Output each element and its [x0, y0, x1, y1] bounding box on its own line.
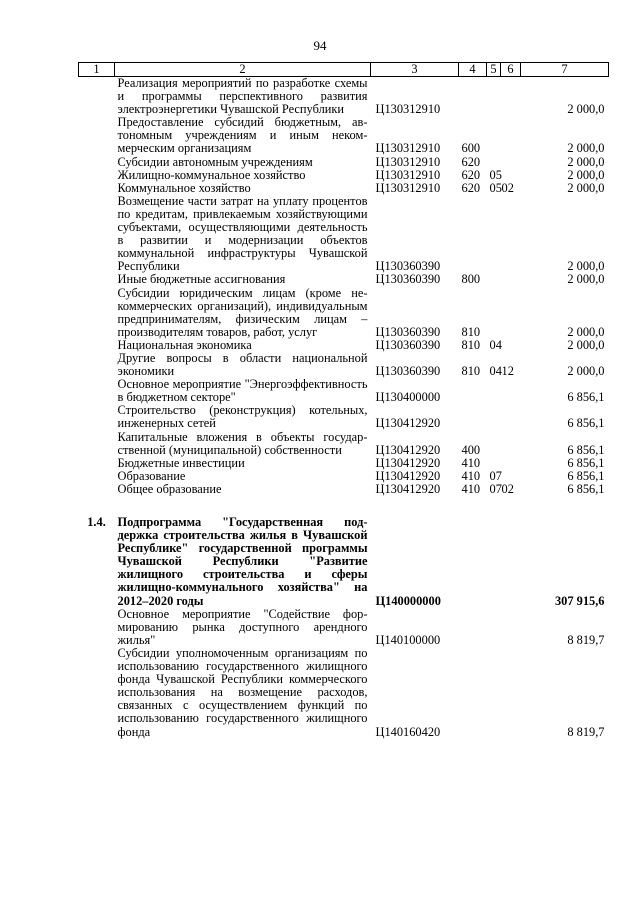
row-expense-type: [459, 647, 487, 739]
row-name: Другие вопросы в области национальной экономики: [117, 350, 368, 379]
row-expense-type: 410: [461, 468, 481, 483]
row-name: Жилищно-коммунальное хозяйство: [117, 167, 306, 182]
table-row: [79, 169, 609, 182]
row-number: [79, 483, 115, 496]
row-amount: 2 000,0: [567, 272, 605, 287]
row-section: 07: [489, 481, 502, 496]
row-section: [487, 608, 501, 647]
row-code: Ц130312910: [375, 141, 441, 156]
row-expense-type: 810: [461, 337, 481, 352]
row-code: Ц140100000: [375, 632, 441, 647]
row-subsection: [501, 457, 521, 470]
row-code: Ц130312910: [375, 102, 441, 117]
row-subsection: [501, 156, 521, 169]
row-amount: 6 856,1: [567, 468, 605, 483]
row-section: [487, 156, 501, 169]
row-expense-type: 400: [461, 442, 481, 457]
row-name: Общее образование: [117, 481, 222, 496]
row-name: Образование: [117, 468, 186, 483]
table-row: [79, 156, 609, 169]
row-name: Субсидии юридическим лицам (кроме некоммерческих организаций), индивидуальным предпринимателям, физическим лицам – производителям товаров, работ, услуг: [117, 285, 368, 339]
row-section: [487, 378, 501, 404]
row-code: Ц130412920: [375, 442, 441, 457]
row-code: Ц140160420: [375, 724, 441, 739]
row-code: Ц130312910: [375, 167, 441, 182]
row-name: Коммунальное хозяйство: [117, 180, 251, 195]
row-code: Ц130412920: [375, 455, 441, 470]
row-subsection: [501, 470, 521, 483]
row-subsection: [501, 169, 521, 182]
table-spacer: [79, 496, 609, 516]
row-amount: 307 915,6: [554, 593, 605, 608]
row-section: 07: [489, 468, 502, 483]
header-col-6: 6: [501, 63, 521, 77]
header-col-5: 5: [487, 63, 501, 77]
row-number: [79, 352, 115, 378]
row-subsection: [501, 116, 521, 155]
row-expense-type: 600: [461, 141, 481, 156]
row-amount: 2 000,0: [567, 180, 605, 195]
table-header-row: [79, 63, 609, 77]
table-row: [79, 431, 609, 457]
row-code: Ц130360390: [375, 272, 441, 287]
table-body-a: [79, 77, 609, 497]
row-subsection: [501, 273, 521, 286]
row-name: Иные бюджетные ассигнования: [117, 272, 286, 287]
row-code: Ц130312910: [375, 154, 441, 169]
row-name: Субсидии уполномоченным организациям по использованию государственного жилищного фонда Чувашской Республики коммерческого использования на возмещение расходов, связанных с осуществлением функций по использованию государственного жилищного фонда: [117, 645, 368, 739]
row-name: Капитальные вложения в объекты государственной (муниципальной) собственности: [117, 429, 368, 457]
row-code: Ц130412920: [375, 481, 441, 496]
row-number: [79, 77, 115, 117]
header-col-2: 2: [115, 63, 371, 77]
row-number: [79, 287, 115, 339]
table-row: [79, 404, 609, 430]
row-amount: 2 000,0: [567, 102, 605, 117]
row-amount: 2 000,0: [567, 324, 605, 339]
row-section: [487, 195, 501, 274]
row-number: [79, 195, 115, 274]
row-number: [79, 378, 115, 404]
row-amount: 2 000,0: [567, 154, 605, 169]
table-body-b: [79, 516, 609, 739]
table-row: [79, 77, 609, 117]
row-subsection: [501, 378, 521, 404]
row-expense-type: 410: [461, 481, 481, 496]
row-name: Основное мероприятие "Содействие формированию рынка доступного арендного жилья": [117, 606, 368, 647]
row-amount: 2 000,0: [567, 141, 605, 156]
header-col-4: 4: [459, 63, 487, 77]
row-section: 05: [489, 167, 502, 182]
row-subsection: [501, 287, 521, 339]
row-number: [79, 470, 115, 483]
row-number: [79, 647, 115, 739]
row-subsection: 12: [501, 364, 514, 379]
row-number: [79, 182, 115, 195]
row-expense-type: 810: [461, 324, 481, 339]
row-code: Ц130360390: [375, 324, 441, 339]
header-col-1: 1: [79, 63, 115, 77]
row-code: Ц130360390: [375, 337, 441, 352]
row-section: 04: [489, 337, 502, 352]
table-row: [79, 378, 609, 404]
row-subsection: [501, 195, 521, 274]
row-number: [79, 273, 115, 286]
row-section: [487, 287, 501, 339]
row-section: [487, 647, 501, 739]
row-expense-type: 800: [461, 272, 481, 287]
table-row: [79, 483, 609, 496]
row-amount: 6 856,1: [567, 455, 605, 470]
spacer-row: [79, 496, 609, 516]
row-section: [487, 457, 501, 470]
row-expense-type: 620: [461, 167, 481, 182]
row-subsection: [501, 77, 521, 117]
row-name: Возмещение части затрат на уплату процентов по кредитам, привлекаемым хозяйствующими субъектами, осуществляющими деятельность в развитии и модернизации объектов коммунальной инфраструктуры Чувашской Республики: [117, 193, 368, 274]
row-section: 04: [489, 364, 502, 379]
row-code: Ц130400000: [375, 390, 441, 405]
row-number: [79, 169, 115, 182]
header-col-3: 3: [371, 63, 459, 77]
table-row: [79, 195, 609, 274]
row-subsection: [501, 339, 521, 352]
row-number: [79, 116, 115, 155]
table-row: [79, 608, 609, 647]
table-row: [79, 116, 609, 155]
row-amount: 6 856,1: [567, 390, 605, 405]
row-amount: 6 856,1: [567, 416, 605, 431]
table-row: [79, 339, 609, 352]
row-amount: 6 856,1: [567, 481, 605, 496]
row-section: [487, 516, 501, 608]
row-name: Подпрограмма "Государственная поддержка строительства жилья в Чувашской Республике" государственной программы Чувашской Республики "Развитие жилищного строительства и сферы жилищно-коммунального хозяйства" на 2012–2020 годы: [117, 515, 368, 608]
table-row: [79, 182, 609, 195]
row-amount: 8 819,7: [567, 724, 605, 739]
row-expense-type: [459, 77, 487, 117]
row-expense-type: [459, 516, 487, 608]
row-section: [487, 77, 501, 117]
row-name: Основное мероприятие "Энергоэффективность в бюджетном секторе": [117, 377, 368, 405]
budget-table: [78, 62, 609, 739]
row-amount: 2 000,0: [567, 364, 605, 379]
row-amount: 8 819,7: [567, 632, 605, 647]
row-number: [79, 431, 115, 457]
row-number: [79, 457, 115, 470]
table-row: [79, 273, 609, 286]
table-row: [79, 647, 609, 739]
table-row: [79, 352, 609, 378]
row-subsection: 02: [501, 481, 514, 496]
row-name: Строительство (реконструкция) котельных, инженерных сетей: [117, 403, 368, 431]
row-expense-type: [459, 195, 487, 274]
row-subsection: 02: [501, 180, 514, 195]
row-subsection: [501, 647, 521, 739]
row-number: 1.4.: [87, 515, 106, 529]
row-code: Ц130412920: [375, 468, 441, 483]
table-row: [79, 516, 609, 608]
row-subsection: [501, 431, 521, 457]
row-expense-type: 410: [461, 455, 481, 470]
page-number: 94: [313, 38, 327, 53]
row-expense-type: [459, 404, 487, 430]
row-number: [79, 608, 115, 647]
table-row: [79, 287, 609, 339]
row-name: Предоставление субсидий бюджетным, автономным учреждениям и иным некоммерческим организациям: [117, 115, 368, 156]
row-amount: 2 000,0: [567, 167, 605, 182]
row-code: Ц130312910: [375, 180, 441, 195]
row-subsection: [501, 608, 521, 647]
row-expense-type: 620: [461, 154, 481, 169]
row-subsection: [501, 516, 521, 608]
row-number: [79, 339, 115, 352]
row-code: Ц140000000: [375, 593, 441, 608]
header-col-7: 7: [521, 63, 609, 77]
row-section: [487, 404, 501, 430]
row-section: [487, 431, 501, 457]
row-section: [487, 116, 501, 155]
row-number: [79, 156, 115, 169]
row-number: [79, 404, 115, 430]
row-code: Ц130360390: [375, 259, 441, 274]
table-row: [79, 470, 609, 483]
row-code: Ц130360390: [375, 364, 441, 379]
row-expense-type: [459, 378, 487, 404]
row-name: Национальная экономика: [117, 337, 252, 352]
row-amount: 6 856,1: [567, 442, 605, 457]
row-expense-type: 810: [461, 364, 481, 379]
row-subsection: [501, 404, 521, 430]
table-row: [79, 457, 609, 470]
row-section: 05: [489, 180, 502, 195]
row-amount: 2 000,0: [567, 259, 605, 274]
row-name: Бюджетные инвестиции: [117, 455, 245, 470]
row-expense-type: [459, 608, 487, 647]
row-amount: 2 000,0: [567, 337, 605, 352]
row-section: [487, 273, 501, 286]
row-name: Субсидии автономным учреждениям: [117, 154, 313, 169]
row-code: Ц130412920: [375, 416, 441, 431]
row-name: Реализация мероприятий по разработке схемы и программы перспективного развития электроэнергетики Чувашской Республики: [117, 76, 368, 117]
row-expense-type: 620: [461, 180, 481, 195]
